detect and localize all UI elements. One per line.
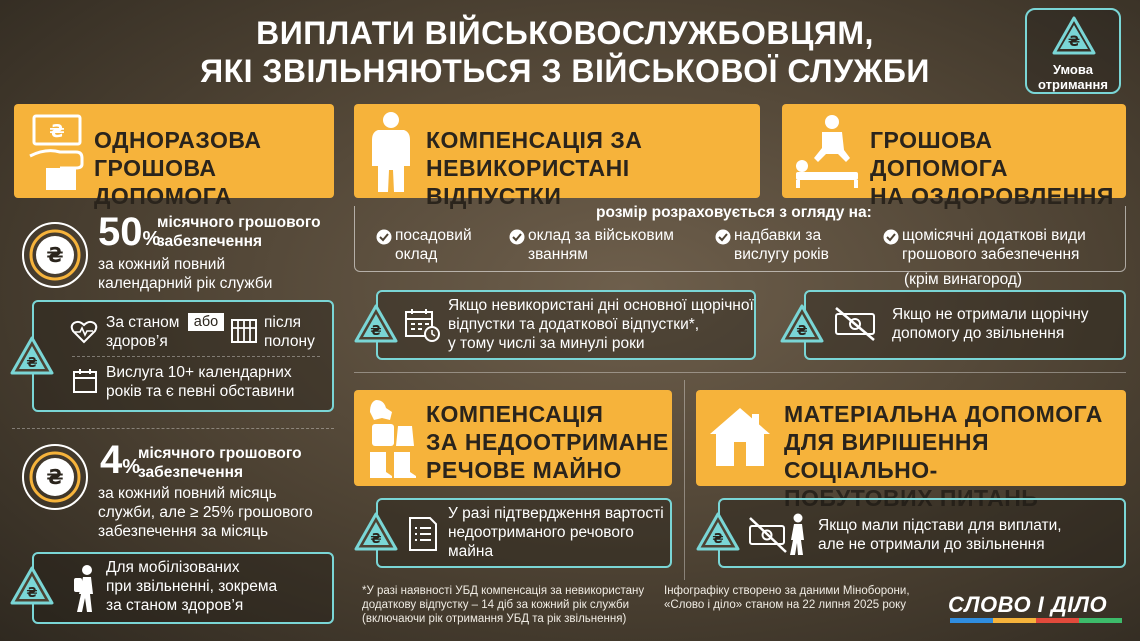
- check-circle-icon: [376, 229, 392, 245]
- condition-mobilized-line2: при звільненні, зокрема: [106, 578, 278, 595]
- calc-item-4-line2: грошового забезпечення: [902, 246, 1080, 263]
- footnote: [362, 584, 644, 626]
- property-title-line2: ЗА НЕДООТРИМАНЕ: [426, 429, 669, 455]
- rate-4-unit: %: [122, 456, 141, 478]
- property-condition-line1: У разі підтвердження вартості: [448, 505, 664, 522]
- hryvnia-warning-icon: [1052, 16, 1096, 56]
- calc-item-1-line2: оклад: [395, 246, 438, 263]
- calc-item-1-line1: посадовий: [395, 227, 472, 244]
- soldier-icon: [366, 110, 416, 194]
- source-line1: Інфографіку створено за даними Міноборони,: [664, 585, 910, 597]
- page-title: [150, 14, 980, 90]
- property-condition-text: [448, 504, 664, 561]
- calc-item-4: [902, 226, 1086, 264]
- money-hand-icon: [26, 112, 88, 192]
- material-condition-text: [818, 516, 1062, 554]
- svg-text:₴: ₴: [46, 243, 64, 267]
- vacation-title-line2: НЕВИКОРИСТАНІ ВІДПУСТКИ: [426, 155, 630, 209]
- vacation-title-line1: КОМПЕНСАЦІЯ ЗА: [426, 127, 643, 153]
- one-time-title-line2: ГРОШОВА ДОПОМОГА: [94, 155, 232, 209]
- calc-item-3: [734, 226, 829, 264]
- vacation-condition-text: [448, 296, 754, 353]
- calendar-icon: [72, 368, 98, 394]
- vacation-title: [426, 126, 760, 210]
- horizontal-divider: [354, 372, 1126, 373]
- one-time-aid-title: [94, 126, 334, 210]
- condition-mobilized: [106, 558, 277, 615]
- hryvnia-warning-icon: [10, 336, 54, 376]
- one-time-title-line1: ОДНОРАЗОВА: [94, 127, 262, 153]
- calc-item-1: [395, 226, 472, 264]
- title-line2: ЯКІ ЗВІЛЬНЯЮТЬСЯ З ВІЙСЬКОВОЇ СЛУЖБИ: [200, 53, 930, 89]
- rate-4-value: 4: [100, 438, 123, 482]
- calc-item-3-line1: надбавки за: [734, 227, 822, 244]
- material-condition-line1: Якщо мали підстави для виплати,: [818, 517, 1062, 534]
- rate-4-label: [138, 444, 302, 482]
- section-divider: [12, 428, 334, 429]
- hryvnia-warning-icon: [696, 512, 740, 552]
- rate-50-value: 50: [98, 210, 143, 254]
- condition-mobilized-line3: за станом здоров’я: [106, 597, 244, 614]
- property-title: [426, 400, 669, 484]
- rate-4-label-line2: забезпечення: [138, 464, 244, 481]
- health-aid-condition-line2: допомогу до звільнення: [892, 325, 1065, 342]
- hryvnia-coin-icon: [20, 220, 90, 290]
- vacation-condition-line1: Якщо невикористані дні основної щорічної: [448, 297, 754, 314]
- footnote-line3: (включаючи рік отримання УБД та рік звільнення): [362, 613, 627, 625]
- svg-text:₴: ₴: [796, 324, 808, 339]
- rate-4-desc-line2: служби, але ≥ 25% грошового: [98, 504, 313, 521]
- svg-text:₴: ₴: [46, 465, 64, 489]
- divider: [72, 356, 320, 357]
- health-aid-title: [870, 126, 1126, 210]
- property-title-line1: КОМПЕНСАЦІЯ: [426, 401, 604, 427]
- hryvnia-warning-icon: [354, 512, 398, 552]
- rate-50-label: [157, 213, 321, 251]
- calc-item-2: [528, 226, 674, 264]
- calc-item-4-line1: щомісячні додаткові види: [902, 227, 1086, 244]
- property-condition-line2: недоотриманого речового: [448, 524, 634, 541]
- source-line2: «Слово і діло» станом на 22 липня 2025 року: [664, 599, 907, 611]
- condition-health-line1: За станом: [106, 314, 180, 331]
- material-aid-header: [696, 390, 1126, 511]
- rate-4-desc-line3: забезпечення за місяць: [98, 523, 269, 540]
- svg-text:₴: ₴: [26, 586, 38, 601]
- calc-item-3-line2: вислугу років: [734, 246, 829, 263]
- condition-service: [106, 363, 294, 401]
- health-aid-title-line2: НА ОЗДОРОВЛЕННЯ: [870, 183, 1114, 209]
- check-circle-icon: [715, 229, 731, 245]
- material-title-line3: ПОБУТОВИХ ПИТАНЬ: [784, 485, 1039, 511]
- or-label: або: [188, 313, 224, 331]
- badge-label: Умова отримання: [1038, 62, 1108, 92]
- footnote-line1: *У разі наявності УБД компенсація за невикористану: [362, 585, 645, 597]
- rate-4: [100, 440, 140, 480]
- hryvnia-warning-icon: [10, 566, 54, 606]
- health-aid-header: [782, 104, 1126, 209]
- condition-mobilized-line1: Для мобілізованих: [106, 559, 240, 576]
- calc-item-2-line2: званням: [528, 246, 588, 263]
- rate-50-label-line2: забезпечення: [157, 233, 263, 250]
- svg-text:₴: ₴: [49, 121, 65, 142]
- heart-pulse-icon: [70, 320, 98, 344]
- source-note: [664, 584, 910, 612]
- material-title: [784, 400, 1126, 512]
- material-title-line1: МАТЕРІАЛЬНА ДОПОМОГА: [784, 401, 1103, 427]
- vertical-divider: [684, 380, 685, 580]
- hryvnia-warning-icon: [354, 304, 398, 344]
- property-condition-line3: майна: [448, 543, 494, 560]
- health-aid-condition-text: [892, 305, 1089, 343]
- rate-50-desc: [98, 255, 272, 293]
- health-aid-title-line1: ГРОШОВА ДОПОМОГА: [870, 127, 1008, 181]
- footnote-line2: додаткову відпустку – 14 діб за кожний рік служби: [362, 599, 630, 611]
- condition-captivity: [264, 313, 315, 351]
- svg-text:₴: ₴: [1067, 34, 1081, 50]
- rate-50-unit: %: [142, 228, 161, 250]
- rate-4-desc-line1: за кожний повний місяць: [98, 485, 277, 502]
- condition-health: [106, 313, 179, 351]
- rate-50: [98, 212, 160, 252]
- svg-text:₴: ₴: [370, 324, 382, 339]
- material-title-line2: ДЛЯ ВИРІШЕННЯ СОЦІАЛЬНО-: [784, 429, 990, 483]
- hryvnia-warning-icon: [780, 304, 824, 344]
- hryvnia-coin-icon: [20, 442, 90, 512]
- property-compensation-header: [354, 390, 672, 486]
- property-title-line3: РЕЧОВЕ МАЙНО: [426, 457, 622, 483]
- svg-text:₴: ₴: [712, 532, 724, 547]
- check-circle-icon: [509, 229, 525, 245]
- rate-4-label-line1: місячного грошового: [138, 445, 302, 462]
- rate-50-label-line1: місячного грошового: [157, 214, 321, 231]
- condition-legend-badge: [1025, 8, 1121, 94]
- prison-window-icon: [230, 318, 258, 344]
- brand-logo: СЛОВО І ДІЛО: [948, 592, 1108, 617]
- document-list-icon: [406, 516, 440, 552]
- rate-4-desc: [98, 484, 313, 541]
- check-circle-icon: [883, 229, 899, 245]
- svg-text:₴: ₴: [26, 356, 38, 371]
- rate-50-desc-line2: календарний рік служби: [98, 275, 273, 292]
- vacation-condition-line2: відпустки та додаткової відпустки*,: [448, 316, 700, 333]
- condition-service-line1: Вислуга 10+ календарних: [106, 364, 292, 381]
- no-money-icon: [832, 306, 878, 342]
- calc-heading: розмір розраховується з огляду на:: [596, 204, 872, 221]
- logo-stripe: [950, 618, 1122, 623]
- calendar-clock-icon: [404, 308, 440, 342]
- condition-service-line2: років та є певні обставини: [106, 383, 295, 400]
- rate-50-desc-line1: за кожний повний: [98, 256, 226, 273]
- condition-captivity-line2: полону: [264, 333, 315, 350]
- massage-icon: [792, 114, 862, 190]
- uniform-gear-icon: [362, 398, 424, 480]
- soldier-walking-icon: [70, 564, 100, 614]
- condition-captivity-line1: після: [264, 314, 302, 331]
- vacation-condition-line3: у тому числі за минулі роки: [448, 335, 645, 352]
- svg-text:₴: ₴: [370, 532, 382, 547]
- vacation-compensation-header: [354, 104, 760, 209]
- title-line1: ВИПЛАТИ ВІЙСЬКОВОСЛУЖБОВЦЯМ,: [256, 15, 874, 51]
- house-icon: [708, 406, 772, 468]
- calc-note: (крім винагород): [904, 271, 1023, 288]
- health-aid-condition-line1: Якщо не отримали щорічну: [892, 306, 1089, 323]
- material-condition-line2: але не отримали до звільнення: [818, 536, 1045, 553]
- condition-health-line2: здоров’я: [106, 333, 168, 350]
- one-time-aid-header: [14, 104, 334, 209]
- no-money-soldier-icon: [748, 512, 810, 556]
- calc-item-2-line1: оклад за військовим: [528, 227, 674, 244]
